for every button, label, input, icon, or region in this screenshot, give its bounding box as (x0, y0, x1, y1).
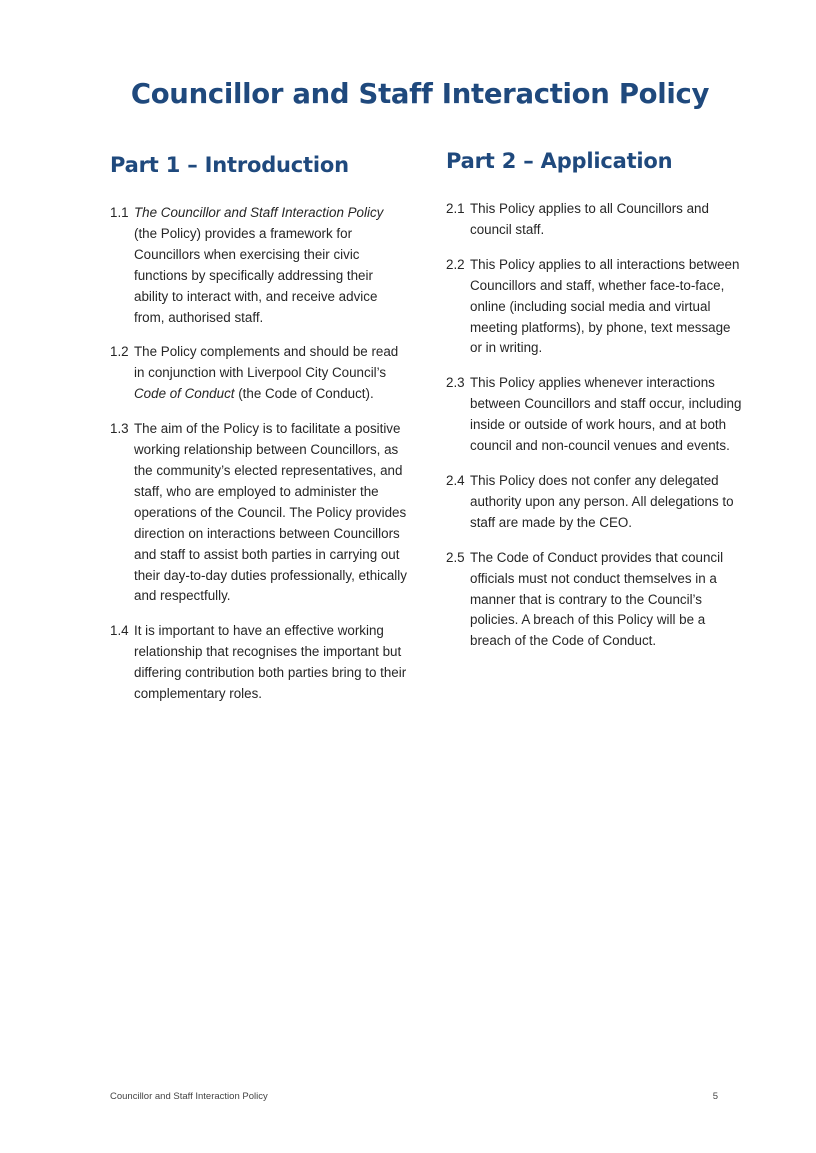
clause-2-4 (446, 471, 746, 534)
part2-column (446, 146, 746, 666)
page-footer (110, 1091, 718, 1102)
clause-2-2 (446, 255, 746, 360)
page-number: 5 (712, 1091, 718, 1102)
clause-number: 1.2 (110, 344, 129, 360)
clause-1-4 (110, 621, 410, 705)
clause-text: The Code of Conduct provides that council officials must not conduct themselves in a manner that is contrary to the Council’s policies. A breach of this Policy will be a breach of the Code of Conduct. (470, 549, 724, 649)
clause-number: 2.5 (446, 549, 465, 565)
clause-number: 2.1 (446, 201, 465, 216)
clause-number: 2.3 (446, 375, 465, 391)
clause-2-1 (446, 199, 746, 241)
part2-heading: Part 2 – Application (446, 149, 673, 173)
clause-number: 1.3 (110, 421, 129, 437)
clause-text: The aim of the Policy is to facilitate a positive working relationship between Councillors, as the community’s elected representatives, and staff, who are employed to administer the operations of the Council. The Policy provides direction on interactions between Councillors and staff to assist both parties in carrying out their day-to-day duties professionally, ethically and respectfully. (134, 421, 407, 604)
clause-text: The Councillor and Staff Interaction Policy (the Policy) provides a framework for Councillors when exercising their civic functions by specifically addressing their ability to interact with, and receive advice from, authorised staff. (134, 205, 384, 325)
clause-text: It is important to have an effective working relationship that recognises the important but differing contribution both parties bring to their complementary roles. (134, 623, 407, 702)
policy-name-italic: The Councillor and Staff Interaction Policy (134, 205, 384, 220)
footer-label: Councillor and Staff Interaction Policy (110, 1091, 268, 1102)
clause-text: This Policy applies to all interactions between Councillors and staff, whether face-to-face, online (including social media and virtual meeting platforms), by phone, text message or in writing. (470, 256, 740, 356)
clause-text: The Policy complements and should be read in conjunction with Liverpool City Council’s Code of Conduct (the Code of Conduct). (134, 344, 399, 402)
clause-number: 2.4 (446, 472, 465, 488)
part1-heading: Part 1 – Introduction (110, 153, 349, 177)
clause-text: This Policy applies to all Councillors and council staff. (470, 201, 709, 237)
page-title: Councillor and Staff Interaction Policy (130, 78, 710, 110)
clause-1-3 (110, 419, 410, 607)
clause-number: 1.4 (110, 623, 129, 639)
part1-column (110, 150, 410, 719)
code-of-conduct-italic: Code of Conduct (134, 386, 235, 402)
clause-2-3 (446, 373, 746, 457)
clause-1-1 (110, 203, 410, 328)
clause-text: This Policy does not confer any delegated authority upon any person. All delegations to staff are made by the CEO. (470, 472, 734, 530)
clause-2-5 (446, 548, 746, 653)
clause-1-2 (110, 342, 410, 405)
clause-number: 1.1 (110, 205, 129, 220)
clause-text: This Policy applies whenever interactions between Councillors and staff occur, including inside or outside of work hours, and at both council and non-council venues and events. (470, 375, 742, 454)
clause-number: 2.2 (446, 256, 465, 272)
